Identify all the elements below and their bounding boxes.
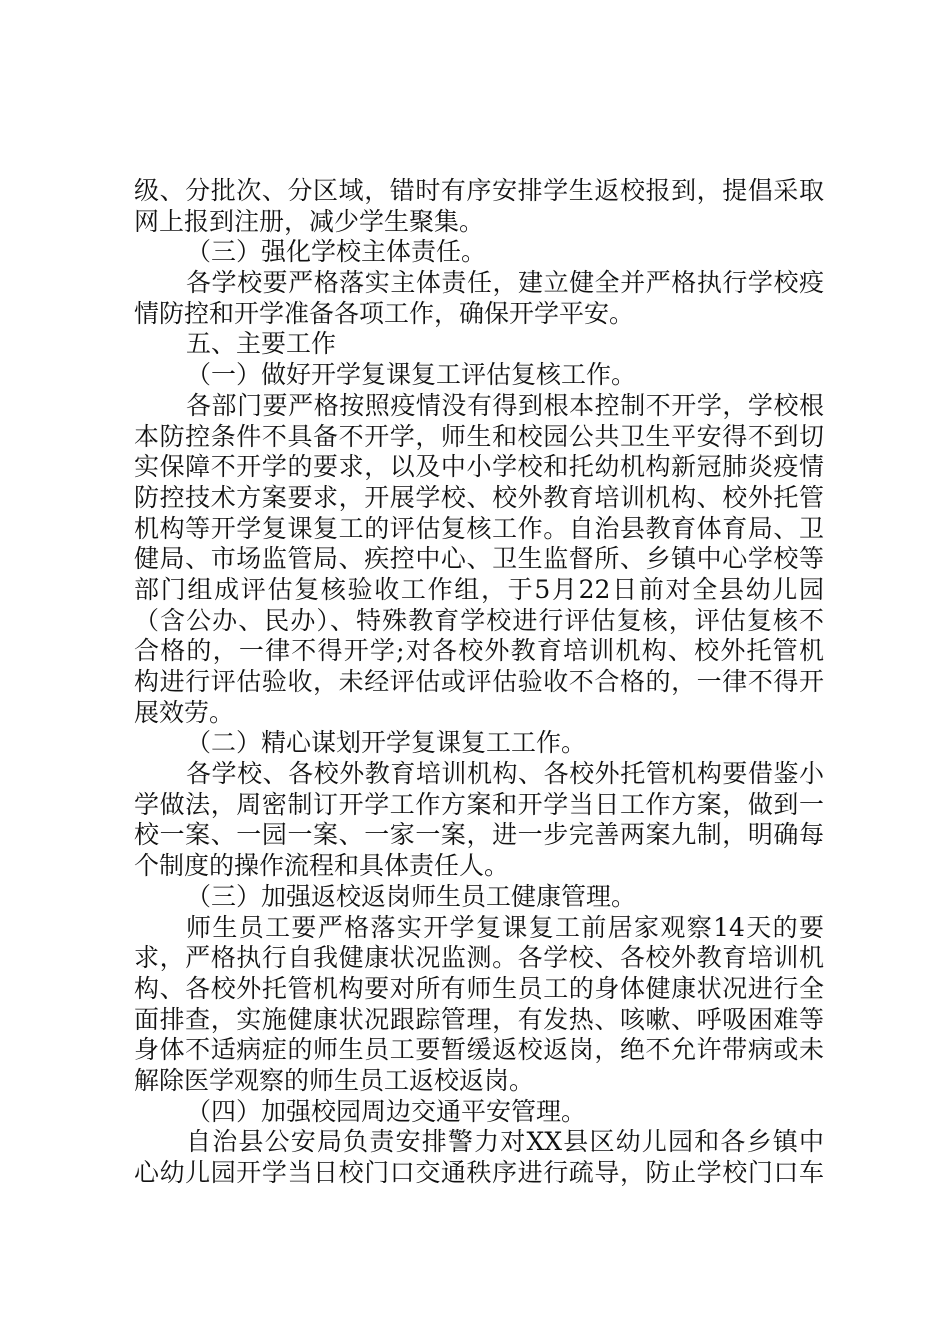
text-line: 防控技术方案要求，开展学校、校外教育培训机构、校外托管 xyxy=(134,482,824,512)
text-line: 各学校、各校外教育培训机构、各校外托管机构要借鉴小 xyxy=(186,759,824,789)
text-line: 面排查，实施健康状况跟踪管理，有发热、咳嗽、呼吸困难等 xyxy=(134,1004,824,1034)
text-line: 部门组成评估复核验收工作组，于5月22日前对全县幼儿园 xyxy=(134,574,824,604)
text-line: 学做法，周密制订开学工作方案和开学当日工作方案，做到一 xyxy=(134,789,824,819)
text-line: 解除医学观察的师生员工返校返岗。 xyxy=(134,1065,535,1095)
text-line: 本防控条件不具备不开学，师生和校园公共卫生平安得不到切 xyxy=(134,421,824,451)
section-heading: （一）做好开学复课复工评估复核工作。 xyxy=(186,360,637,390)
text-line: 级、分批次、分区域，错时有序安排学生返校报到，提倡采取 xyxy=(134,176,824,205)
text-line: 展效劳。 xyxy=(134,697,235,727)
text-line: 构进行评估验收，未经评估或评估验收不合格的，一律不得开 xyxy=(134,667,824,696)
text-line: 实保障不开学的要求，以及中小学校和托幼机构新冠肺炎疫情 xyxy=(134,452,824,482)
text-line: 心幼儿园开学当日校门口交通秩序进行疏导，防止学校门口车 xyxy=(134,1158,824,1187)
text-line: 健局、市场监管局、疾控中心、卫生监督所、乡镇中心学校等 xyxy=(134,544,824,574)
text-line: 合格的，一律不得开学;对各校外教育培训机构、校外托管机 xyxy=(134,636,824,666)
section-heading: （三）强化学校主体责任。 xyxy=(186,237,487,267)
document-page xyxy=(134,176,824,1189)
text-line: 自治县公安局负责安排警力对XX县区幼儿园和各乡镇中 xyxy=(186,1127,824,1157)
text-line: 机构等开学复课复工的评估复核工作。自治县教育体育局、卫 xyxy=(134,513,824,543)
text-line: 求，严格执行自我健康状况监测。各学校、各校外教育培训机 xyxy=(134,943,824,973)
text-line: 构、各校外托管机构要对所有师生员工的身体健康状况进行全 xyxy=(134,973,824,1003)
section-heading: （二）精心谋划开学复课复工工作。 xyxy=(186,728,587,758)
text-line: 师生员工要严格落实开学复课复工前居家观察14天的要 xyxy=(186,912,824,942)
section-heading: 五、主要工作 xyxy=(186,329,337,359)
text-line: （含公办、民办）、特殊教育学校进行评估复核，评估复核不 xyxy=(134,605,824,635)
section-heading: （四）加强校园周边交通平安管理。 xyxy=(186,1096,587,1126)
section-heading: （三）加强返校返岗师生员工健康管理。 xyxy=(186,881,637,911)
text-line: 各学校要严格落实主体责任，建立健全并严格执行学校疫 xyxy=(186,268,824,298)
text-line: 情防控和开学准备各项工作，确保开学平安。 xyxy=(134,298,635,328)
text-line: 身体不适病症的师生员工要暂缓返校返岗，绝不允许带病或未 xyxy=(134,1035,824,1065)
text-line: 校一案、一园一案、一家一案，进一步完善两案九制，明确每 xyxy=(134,820,824,850)
text-line: 个制度的操作流程和具体责任人。 xyxy=(134,851,510,881)
text-line: 各部门要严格按照疫情没有得到根本控制不开学，学校根 xyxy=(186,390,824,420)
text-line: 网上报到注册，减少学生聚集。 xyxy=(134,206,485,236)
